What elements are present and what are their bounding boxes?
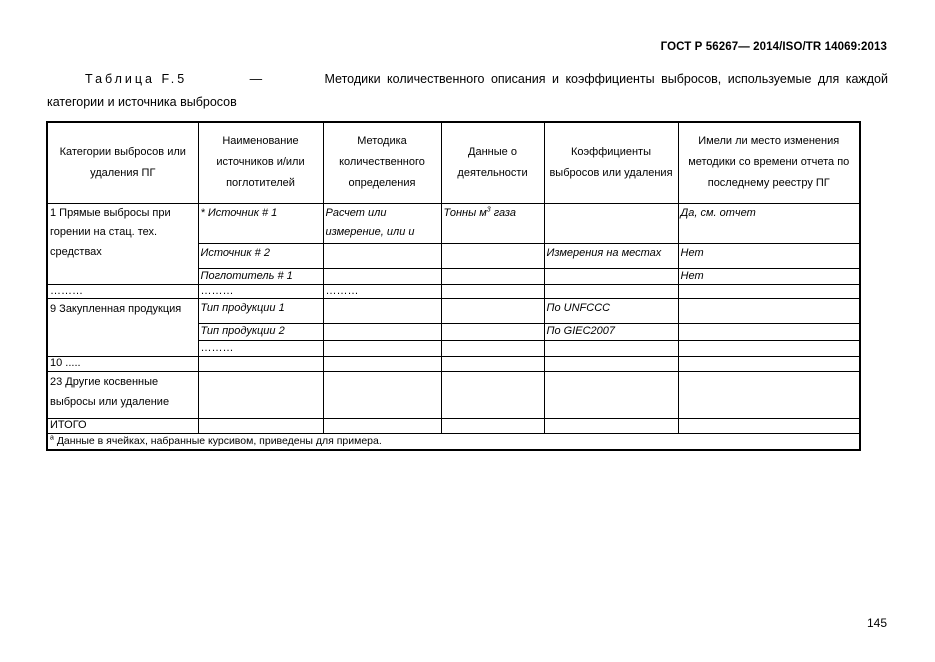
footnote-text: Данные в ячейках, набранные курсивом, приведены для примера. (53, 434, 382, 447)
method-cell (323, 371, 441, 418)
source-cell: Источник # 2 (198, 243, 323, 268)
activity-unit-exponent: 3 (486, 205, 491, 213)
activity-cell (441, 418, 544, 433)
change-cell: Да, см. отчет (678, 203, 860, 243)
col-header-category: Категории выбросов или удаления ПГ (47, 122, 198, 203)
method-cell: ……… (323, 284, 441, 298)
col-header-change: Имели ли место изменения методики со времени отчета по последнему реестру ПГ (678, 122, 860, 203)
activity-cell (441, 284, 544, 298)
method-cell (323, 243, 441, 268)
activity-unit-suffix: газа (490, 206, 517, 219)
method-cell: Расчет или измерение, или и (323, 203, 441, 243)
table-caption (47, 68, 888, 114)
source-cell: ……… (198, 340, 323, 356)
source-cell: Тип продукции 2 (198, 323, 323, 340)
caption-line-2: категории и источника выбросов (47, 95, 237, 109)
category-cell: 9 Закупленная продукция (47, 298, 198, 356)
activity-cell (441, 323, 544, 340)
caption-dash: — (249, 72, 263, 86)
factor-cell (544, 371, 678, 418)
factor-cell: Измерения на местах (544, 243, 678, 268)
source-cell (198, 356, 323, 371)
page-number: 145 (866, 616, 887, 630)
activity-cell (441, 203, 544, 243)
source-cell (198, 371, 323, 418)
footnote (47, 433, 860, 450)
caption-line-1 (47, 68, 888, 91)
activity-cell (441, 371, 544, 418)
col-header-activity: Данные о деятельности (441, 122, 544, 203)
method-cell (323, 323, 441, 340)
change-cell (678, 371, 860, 418)
change-cell (678, 323, 860, 340)
method-cell (323, 356, 441, 371)
source-cell: Поглотитель # 1 (198, 268, 323, 284)
col-header-factor: Коэффициенты выбросов или удаления (544, 122, 678, 203)
emission-methods-table (46, 121, 861, 451)
activity-cell (441, 243, 544, 268)
factor-cell: По UNFCCC (544, 298, 678, 323)
col-header-method: Методика количественного определения (323, 122, 441, 203)
activity-cell (441, 268, 544, 284)
table-row (47, 356, 860, 371)
total-label: ИТОГО (47, 418, 198, 433)
factor-cell (544, 356, 678, 371)
change-cell: Нет (678, 268, 860, 284)
source-cell: Тип продукции 1 (198, 298, 323, 323)
table-footnote-row (47, 433, 860, 450)
activity-cell (441, 298, 544, 323)
caption-table-label: Таблица F.5 (85, 72, 188, 86)
table-row (47, 203, 860, 243)
table-total-row (47, 418, 860, 433)
change-cell (678, 356, 860, 371)
method-cell (323, 268, 441, 284)
factor-cell (544, 284, 678, 298)
factor-cell: По GIEC2007 (544, 323, 678, 340)
activity-value: Тонны м (443, 206, 487, 219)
method-cell (323, 340, 441, 356)
category-cell: ……… (47, 284, 198, 298)
factor-cell (544, 418, 678, 433)
method-cell (323, 298, 441, 323)
activity-cell (441, 356, 544, 371)
col-header-source: Наименование источников и/или поглотителей (198, 122, 323, 203)
category-cell: 1 Прямые выбросы при горении на стац. тех. средствах (47, 203, 198, 284)
table-row (47, 284, 860, 298)
table-row (47, 298, 860, 323)
factor-cell (544, 340, 678, 356)
change-cell (678, 284, 860, 298)
source-cell: * Источник # 1 (198, 203, 323, 243)
change-cell: Нет (678, 243, 860, 268)
source-cell: ……… (198, 284, 323, 298)
method-cell (323, 418, 441, 433)
factor-cell (544, 268, 678, 284)
document-header: ГОСТ Р 56267— 2014/ISO/TR 14069:2013 (660, 41, 887, 53)
category-cell: 10 ..... (47, 356, 198, 371)
caption-text-1: Методики количественного описания и коэффициенты выбросов, используемые для каждой (324, 72, 888, 86)
category-cell: 23 Другие косвенные выбросы или удаление (47, 371, 198, 418)
change-cell (678, 340, 860, 356)
footnote-mark: а (50, 434, 54, 441)
change-cell (678, 298, 860, 323)
activity-cell (441, 340, 544, 356)
table-row (47, 371, 860, 418)
source-cell (198, 418, 323, 433)
change-cell (678, 418, 860, 433)
table-header-row (47, 122, 860, 203)
factor-cell (544, 203, 678, 243)
